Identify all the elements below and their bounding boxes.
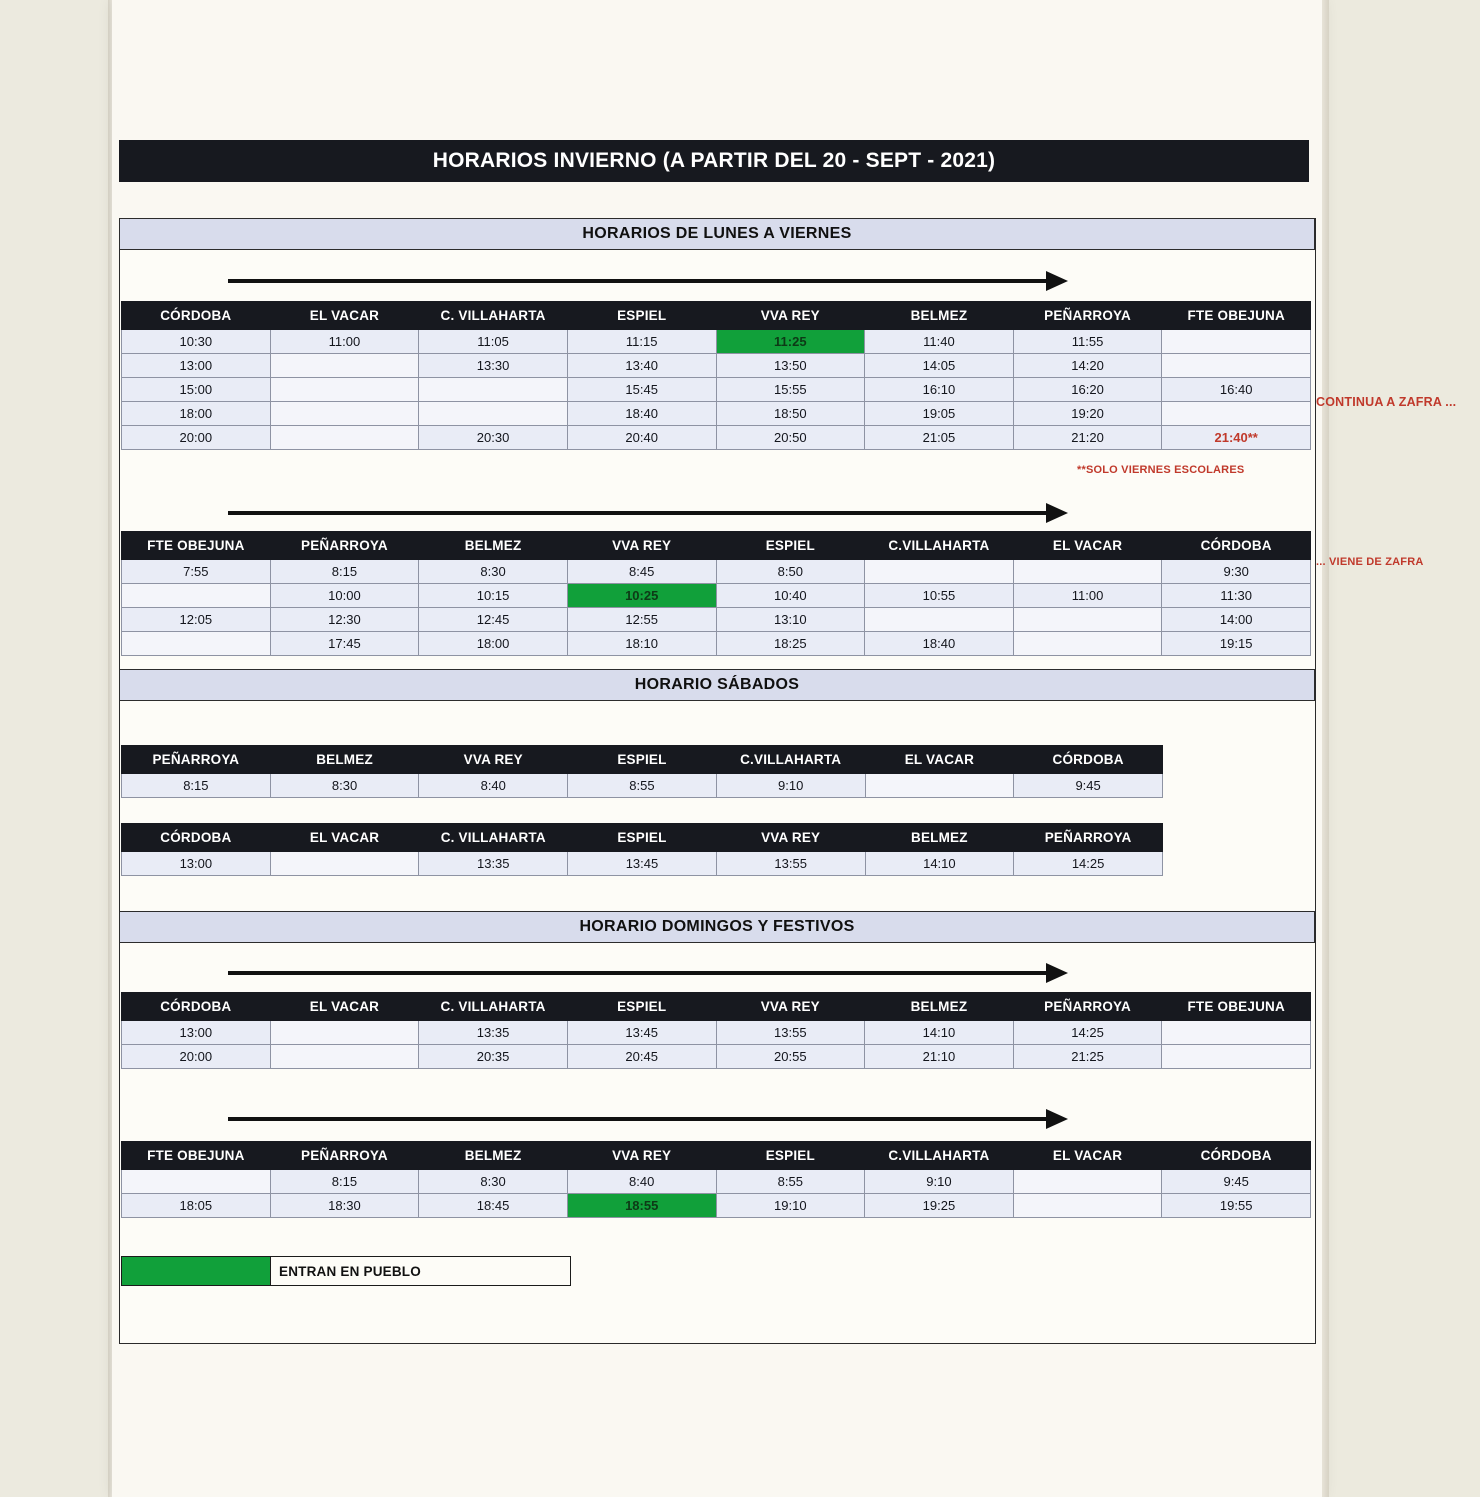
time-cell: 9:45 xyxy=(1162,1170,1311,1194)
column-header: FTE OBEJUNA xyxy=(122,532,271,560)
table-sunday-outbound xyxy=(121,992,1311,1069)
table-row xyxy=(122,426,1311,450)
time-cell: 14:20 xyxy=(1013,354,1162,378)
column-header: PEÑARROYA xyxy=(1014,824,1163,852)
time-cell: 13:35 xyxy=(419,1021,568,1045)
time-cell: 21:25 xyxy=(1013,1045,1162,1069)
time-cell: 20:40 xyxy=(567,426,716,450)
time-cell: 13:45 xyxy=(567,1021,716,1045)
column-header: PEÑARROYA xyxy=(1013,302,1162,330)
column-header: VVA REY xyxy=(716,993,865,1021)
column-header: CÓRDOBA xyxy=(122,993,271,1021)
direction-arrow-weekday-outbound xyxy=(228,269,1068,293)
time-cell: 21:05 xyxy=(865,426,1014,450)
time-cell: 8:45 xyxy=(567,560,716,584)
column-header: EL VACAR xyxy=(270,824,419,852)
time-cell: 9:10 xyxy=(716,774,865,798)
time-cell xyxy=(122,1170,271,1194)
column-header: VVA REY xyxy=(567,532,716,560)
column-header: EL VACAR xyxy=(270,302,419,330)
time-cell: 18:40 xyxy=(865,632,1014,656)
time-cell: 10:00 xyxy=(270,584,419,608)
time-cell: 13:30 xyxy=(419,354,568,378)
table-row xyxy=(122,402,1311,426)
time-cell: 15:45 xyxy=(567,378,716,402)
table-weekday-outbound xyxy=(121,301,1311,450)
time-cell xyxy=(419,402,568,426)
note-continua-zafra: CONTINUA A ZAFRA ... xyxy=(1316,395,1457,409)
column-header: BELMEZ xyxy=(419,532,568,560)
time-cell xyxy=(270,354,419,378)
column-header: FTE OBEJUNA xyxy=(122,1142,271,1170)
section-header-weekdays: HORARIOS DE LUNES A VIERNES xyxy=(119,218,1315,250)
time-cell: 9:10 xyxy=(865,1170,1014,1194)
time-cell: 8:55 xyxy=(568,774,717,798)
time-cell xyxy=(1162,1045,1311,1069)
time-cell: 13:45 xyxy=(568,852,717,876)
column-header: ESPIEL xyxy=(716,532,865,560)
time-cell: 20:50 xyxy=(716,426,865,450)
time-cell: 19:15 xyxy=(1162,632,1311,656)
time-cell xyxy=(270,1045,419,1069)
time-cell: 18:50 xyxy=(716,402,865,426)
table-row xyxy=(122,1170,1311,1194)
column-header: BELMEZ xyxy=(270,746,419,774)
time-cell: 8:30 xyxy=(270,774,419,798)
time-cell: 12:55 xyxy=(567,608,716,632)
time-cell: 19:55 xyxy=(1162,1194,1311,1218)
time-cell: 13:00 xyxy=(122,354,271,378)
time-cell: 18:05 xyxy=(122,1194,271,1218)
time-cell: 10:55 xyxy=(865,584,1014,608)
time-cell: 13:35 xyxy=(419,852,568,876)
time-cell xyxy=(270,402,419,426)
time-cell: 18:25 xyxy=(716,632,865,656)
column-header: BELMEZ xyxy=(865,302,1014,330)
column-header: EL VACAR xyxy=(1013,532,1162,560)
time-cell: 19:25 xyxy=(865,1194,1014,1218)
paper-edge-right xyxy=(1322,0,1329,1497)
time-cell: 20:00 xyxy=(122,1045,271,1069)
time-cell: 11:55 xyxy=(1013,330,1162,354)
table-sunday-inbound xyxy=(121,1141,1311,1218)
column-header: EL VACAR xyxy=(1013,1142,1162,1170)
table-row xyxy=(122,1045,1311,1069)
time-cell: 16:10 xyxy=(865,378,1014,402)
time-cell xyxy=(122,584,271,608)
time-cell xyxy=(865,560,1014,584)
column-header: BELMEZ xyxy=(419,1142,568,1170)
time-cell: 18:45 xyxy=(419,1194,568,1218)
column-header: VVA REY xyxy=(419,746,568,774)
time-cell: 11:00 xyxy=(1013,584,1162,608)
time-cell: 10:30 xyxy=(122,330,271,354)
column-header: CÓRDOBA xyxy=(122,302,271,330)
note-solo-viernes: **SOLO VIERNES ESCOLARES xyxy=(1077,464,1245,476)
time-cell xyxy=(419,378,568,402)
time-cell: 8:15 xyxy=(270,1170,419,1194)
legend-color-swatch xyxy=(122,1257,271,1285)
table-row xyxy=(122,1021,1311,1045)
column-header: EL VACAR xyxy=(865,746,1014,774)
column-header: VVA REY xyxy=(567,1142,716,1170)
time-cell xyxy=(1013,608,1162,632)
time-cell: 14:25 xyxy=(1013,1021,1162,1045)
time-cell xyxy=(1162,402,1311,426)
time-cell: 21:40** xyxy=(1162,426,1311,450)
time-cell: 19:10 xyxy=(716,1194,865,1218)
time-cell xyxy=(865,774,1014,798)
table-row xyxy=(122,560,1311,584)
time-cell: 18:00 xyxy=(122,402,271,426)
column-header: CÓRDOBA xyxy=(1162,1142,1311,1170)
time-cell: 20:55 xyxy=(716,1045,865,1069)
time-cell: 12:45 xyxy=(419,608,568,632)
time-cell: 8:30 xyxy=(419,1170,568,1194)
table-row xyxy=(122,1194,1311,1218)
time-cell: 16:20 xyxy=(1013,378,1162,402)
time-cell: 18:40 xyxy=(567,402,716,426)
time-cell xyxy=(1162,354,1311,378)
timetable-frame xyxy=(117,140,1457,1345)
time-cell: 13:55 xyxy=(716,1021,865,1045)
section-header-sunday: HORARIO DOMINGOS Y FESTIVOS xyxy=(119,911,1315,943)
time-cell: 8:55 xyxy=(716,1170,865,1194)
time-cell: 12:30 xyxy=(270,608,419,632)
time-cell: 11:25 xyxy=(716,330,865,354)
column-header: CÓRDOBA xyxy=(122,824,271,852)
direction-arrow-weekday-inbound xyxy=(228,501,1068,525)
column-header: BELMEZ xyxy=(865,993,1014,1021)
time-cell xyxy=(270,426,419,450)
time-cell: 18:30 xyxy=(270,1194,419,1218)
table-row xyxy=(122,584,1311,608)
time-cell: 12:05 xyxy=(122,608,271,632)
time-cell: 13:10 xyxy=(716,608,865,632)
section-header-saturday: HORARIO SÁBADOS xyxy=(119,669,1315,701)
column-header: ESPIEL xyxy=(716,1142,865,1170)
table-row xyxy=(122,852,1163,876)
column-header: CÓRDOBA xyxy=(1014,746,1163,774)
column-header: C. VILLAHARTA xyxy=(419,824,568,852)
time-cell xyxy=(122,632,271,656)
column-header: FTE OBEJUNA xyxy=(1162,302,1311,330)
time-cell: 15:00 xyxy=(122,378,271,402)
table-saturday-inbound xyxy=(121,745,1163,798)
column-header: PEÑARROYA xyxy=(270,532,419,560)
time-cell: 15:55 xyxy=(716,378,865,402)
time-cell: 10:25 xyxy=(567,584,716,608)
time-cell: 11:30 xyxy=(1162,584,1311,608)
table-row xyxy=(122,330,1311,354)
time-cell: 16:40 xyxy=(1162,378,1311,402)
column-header: C.VILLAHARTA xyxy=(865,1142,1014,1170)
column-header: PEÑARROYA xyxy=(122,746,271,774)
column-header: ESPIEL xyxy=(568,824,717,852)
time-cell xyxy=(270,852,419,876)
time-cell: 20:00 xyxy=(122,426,271,450)
direction-arrow-sunday-outbound xyxy=(228,961,1068,985)
table-saturday-outbound xyxy=(121,823,1163,876)
time-cell xyxy=(1162,1021,1311,1045)
background-right xyxy=(1329,0,1480,1497)
time-cell: 20:30 xyxy=(419,426,568,450)
column-header: ESPIEL xyxy=(568,746,717,774)
time-cell xyxy=(270,378,419,402)
time-cell xyxy=(1162,330,1311,354)
time-cell: 7:55 xyxy=(122,560,271,584)
time-cell: 13:00 xyxy=(122,852,271,876)
column-header: VVA REY xyxy=(716,302,865,330)
time-cell: 9:30 xyxy=(1162,560,1311,584)
time-cell: 11:40 xyxy=(865,330,1014,354)
time-cell: 14:10 xyxy=(865,852,1014,876)
column-header: PEÑARROYA xyxy=(1013,993,1162,1021)
table-row xyxy=(122,632,1311,656)
time-cell xyxy=(270,1021,419,1045)
time-cell: 18:55 xyxy=(567,1194,716,1218)
time-cell: 14:25 xyxy=(1014,852,1163,876)
time-cell: 14:00 xyxy=(1162,608,1311,632)
column-header: ESPIEL xyxy=(567,993,716,1021)
time-cell: 14:05 xyxy=(865,354,1014,378)
time-cell: 13:00 xyxy=(122,1021,271,1045)
column-header: C. VILLAHARTA xyxy=(419,993,568,1021)
time-cell xyxy=(865,608,1014,632)
background-left xyxy=(0,0,112,1497)
table-row xyxy=(122,378,1311,402)
time-cell: 19:20 xyxy=(1013,402,1162,426)
table-row xyxy=(122,774,1163,798)
time-cell xyxy=(1013,560,1162,584)
column-header: ESPIEL xyxy=(567,302,716,330)
time-cell: 14:10 xyxy=(865,1021,1014,1045)
time-cell: 13:40 xyxy=(567,354,716,378)
time-cell: 20:45 xyxy=(567,1045,716,1069)
time-cell: 8:30 xyxy=(419,560,568,584)
column-header: C. VILLAHARTA xyxy=(419,302,568,330)
time-cell: 18:00 xyxy=(419,632,568,656)
legend-label: ENTRAN EN PUEBLO xyxy=(271,1257,570,1285)
time-cell: 9:45 xyxy=(1014,774,1163,798)
time-cell: 10:15 xyxy=(419,584,568,608)
direction-arrow-sunday-inbound xyxy=(228,1107,1068,1131)
time-cell: 11:05 xyxy=(419,330,568,354)
column-header: FTE OBEJUNA xyxy=(1162,993,1311,1021)
time-cell: 18:10 xyxy=(567,632,716,656)
time-cell xyxy=(1013,632,1162,656)
time-cell: 21:10 xyxy=(865,1045,1014,1069)
time-cell: 10:40 xyxy=(716,584,865,608)
table-row xyxy=(122,608,1311,632)
time-cell: 21:20 xyxy=(1013,426,1162,450)
time-cell: 8:15 xyxy=(270,560,419,584)
timetable-body xyxy=(119,218,1457,1344)
time-cell: 20:35 xyxy=(419,1045,568,1069)
page-title: HORARIOS INVIERNO (A PARTIR DEL 20 - SEPT - 2021) xyxy=(119,140,1309,182)
legend xyxy=(121,1256,571,1286)
column-header: CÓRDOBA xyxy=(1162,532,1311,560)
time-cell: 8:50 xyxy=(716,560,865,584)
column-header: C.VILLAHARTA xyxy=(716,746,865,774)
column-header: EL VACAR xyxy=(270,993,419,1021)
time-cell: 19:05 xyxy=(865,402,1014,426)
time-cell xyxy=(1013,1170,1162,1194)
table-weekday-inbound xyxy=(121,531,1311,656)
time-cell: 11:15 xyxy=(567,330,716,354)
column-header: BELMEZ xyxy=(865,824,1014,852)
column-header: PEÑARROYA xyxy=(270,1142,419,1170)
time-cell: 13:50 xyxy=(716,354,865,378)
time-cell: 13:55 xyxy=(716,852,865,876)
time-cell: 17:45 xyxy=(270,632,419,656)
column-header: VVA REY xyxy=(716,824,865,852)
time-cell: 11:00 xyxy=(270,330,419,354)
table-row xyxy=(122,354,1311,378)
note-viene-zafra: ... VIENE DE ZAFRA xyxy=(1316,556,1424,568)
time-cell: 8:15 xyxy=(122,774,271,798)
time-cell: 8:40 xyxy=(419,774,568,798)
time-cell xyxy=(1013,1194,1162,1218)
time-cell: 8:40 xyxy=(567,1170,716,1194)
column-header: C.VILLAHARTA xyxy=(865,532,1014,560)
